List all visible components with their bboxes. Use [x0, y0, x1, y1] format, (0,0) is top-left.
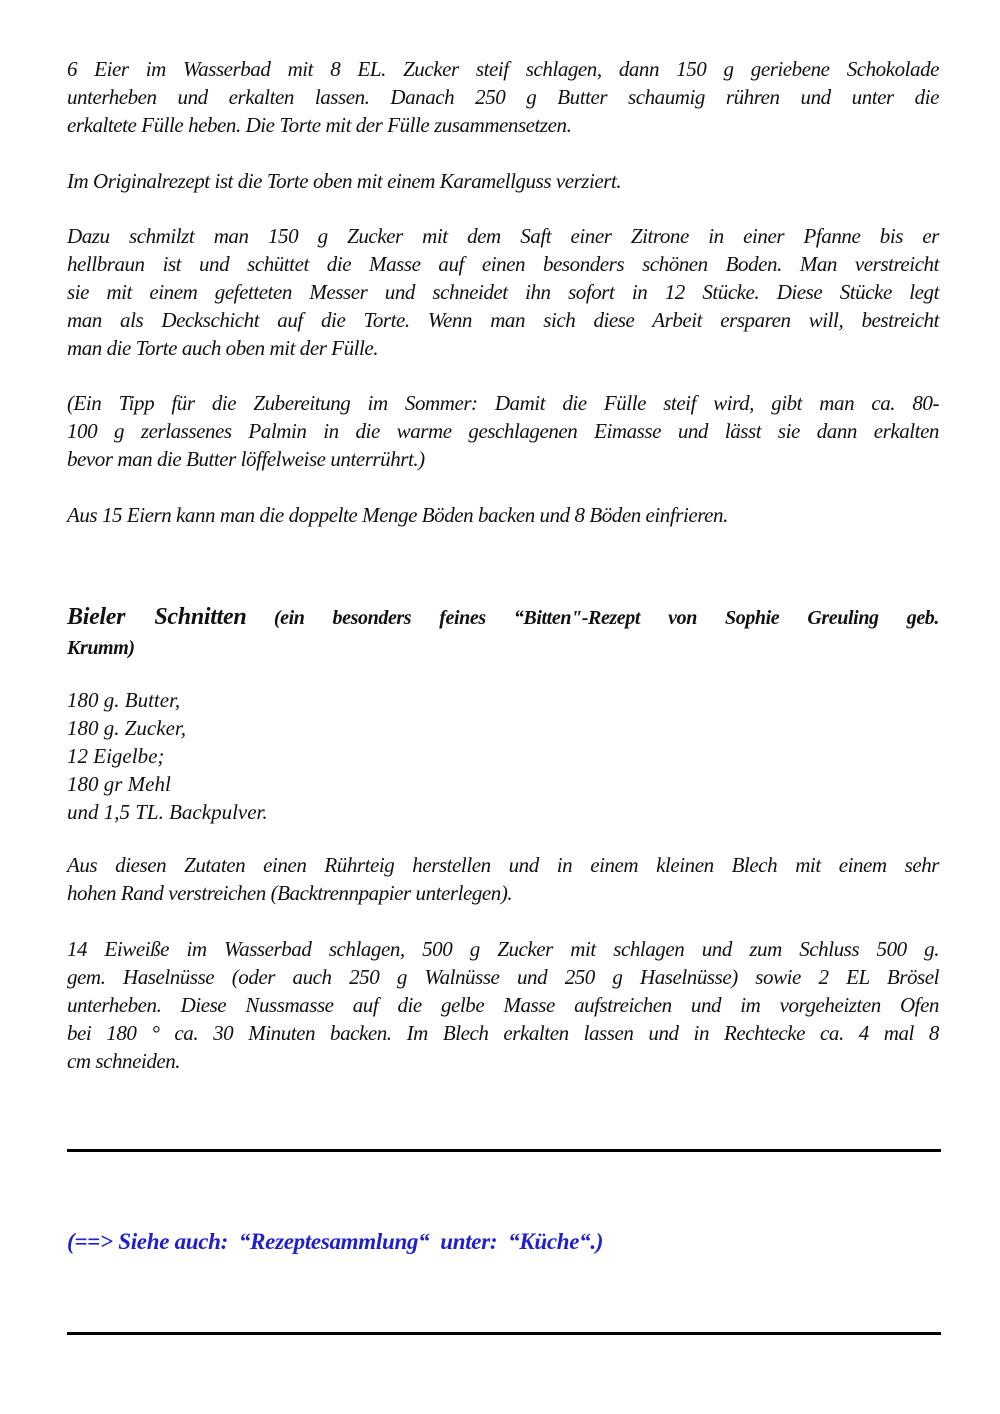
paragraph-tipp [67, 389, 939, 473]
text-line: Im Originalrezept ist die Torte oben mit einem Karamellguss verziert. [67, 169, 622, 193]
text-line: 14 Eiweiße im Wasserbad schlagen, 500 g Zucker mit schlagen und zum Schluss 500 g. [67, 937, 939, 961]
text-line: hellbraun ist und schüttet die Masse auf einen besonders schönen Boden. Man verstreicht [67, 252, 939, 276]
paragraph-fuelle [67, 55, 939, 139]
ingredient-item: 180 g. Butter, [67, 688, 181, 712]
text-line: hohen Rand verstreichen (Backtrennpapier unterlegen). [67, 881, 513, 905]
ingredient-item: 12 Eigelbe; [67, 744, 165, 768]
paragraph-eier [67, 501, 939, 529]
horizontal-rule-bottom [67, 1332, 941, 1335]
recipe-heading [67, 603, 939, 664]
ingredient-item: 180 gr Mehl [67, 772, 171, 796]
text-line: erkaltete Fülle heben. Die Torte mit der Fülle zusammensetzen. [67, 113, 572, 137]
recipe-subtitle: (ein besonders feines “Bitten"-Rezept von Sophie Greuling geb. [273, 607, 939, 629]
text-line: Aus 15 Eiern kann man die doppelte Menge Böden backen und 8 Böden einfrieren. [67, 503, 728, 527]
text-line: unterheben. Diese Nussmasse auf die gelbe Masse aufstreichen und im vorgeheizten Ofen [67, 993, 939, 1017]
text-line: man die Torte auch oben mit der Fülle. [67, 336, 379, 360]
paragraph-nussmasse [67, 935, 939, 1075]
horizontal-rule-top [67, 1149, 941, 1152]
heading-line [67, 603, 939, 634]
text-line: bei 180 ° ca. 30 Minuten backen. Im Blech erkalten lassen und in Rechtecke ca. 4 mal 8 [67, 1021, 939, 1045]
text-line: 100 g zerlassenes Palmin in die warme geschlagenen Eimasse und lässt sie dann erkalten [67, 419, 939, 443]
text-line: sie mit einem gefetteten Messer und schneidet ihn sofort in 12 Stücke. Diese Stücke legt [67, 280, 939, 304]
ingredient-list [67, 686, 268, 826]
recipe-subtitle-continued: Krumm) [67, 637, 135, 659]
text-line: bevor man die Butter löffelweise unterrührt.) [67, 447, 425, 471]
see-also-link[interactable]: (==> Siehe auch: “Rezeptesammlung“ unter: “Küche“.) [67, 1229, 604, 1254]
text-line: (Ein Tipp für die Zubereitung im Sommer: Damit die Fülle steif wird, gibt man ca. 80- [67, 391, 939, 415]
ingredient-item: und 1,5 TL. Backpulver. [67, 800, 268, 824]
text-line: man als Deckschicht auf die Torte. Wenn man sich diese Arbeit ersparen will, bestreicht [67, 308, 939, 332]
ingredient-item: 180 g. Zucker, [67, 716, 186, 740]
text-line: 6 Eier im Wasserbad mit 8 EL. Zucker steif schlagen, dann 150 g geriebene Schokolade [67, 57, 939, 81]
text-line: unterheben und erkalten lassen. Danach 250 g Butter schaumig rühren und unter die [67, 85, 939, 109]
text-line: Dazu schmilzt man 150 g Zucker mit dem Saft einer Zitrone in einer Pfanne bis er [67, 224, 939, 248]
recipe-title: Bieler Schnitten [67, 604, 247, 630]
paragraph-ruehrteig [67, 851, 939, 907]
paragraph-karamellguss [67, 222, 939, 362]
text-line: Aus diesen Zutaten einen Rührteig herstellen und in einem kleinen Blech mit einem sehr [67, 853, 939, 877]
text-line: gem. Haselnüsse (oder auch 250 g Walnüsse und 250 g Haselnüsse) sowie 2 EL Brösel [67, 965, 939, 989]
text-line: cm schneiden. [67, 1049, 181, 1073]
paragraph-originalrezept [67, 167, 939, 195]
